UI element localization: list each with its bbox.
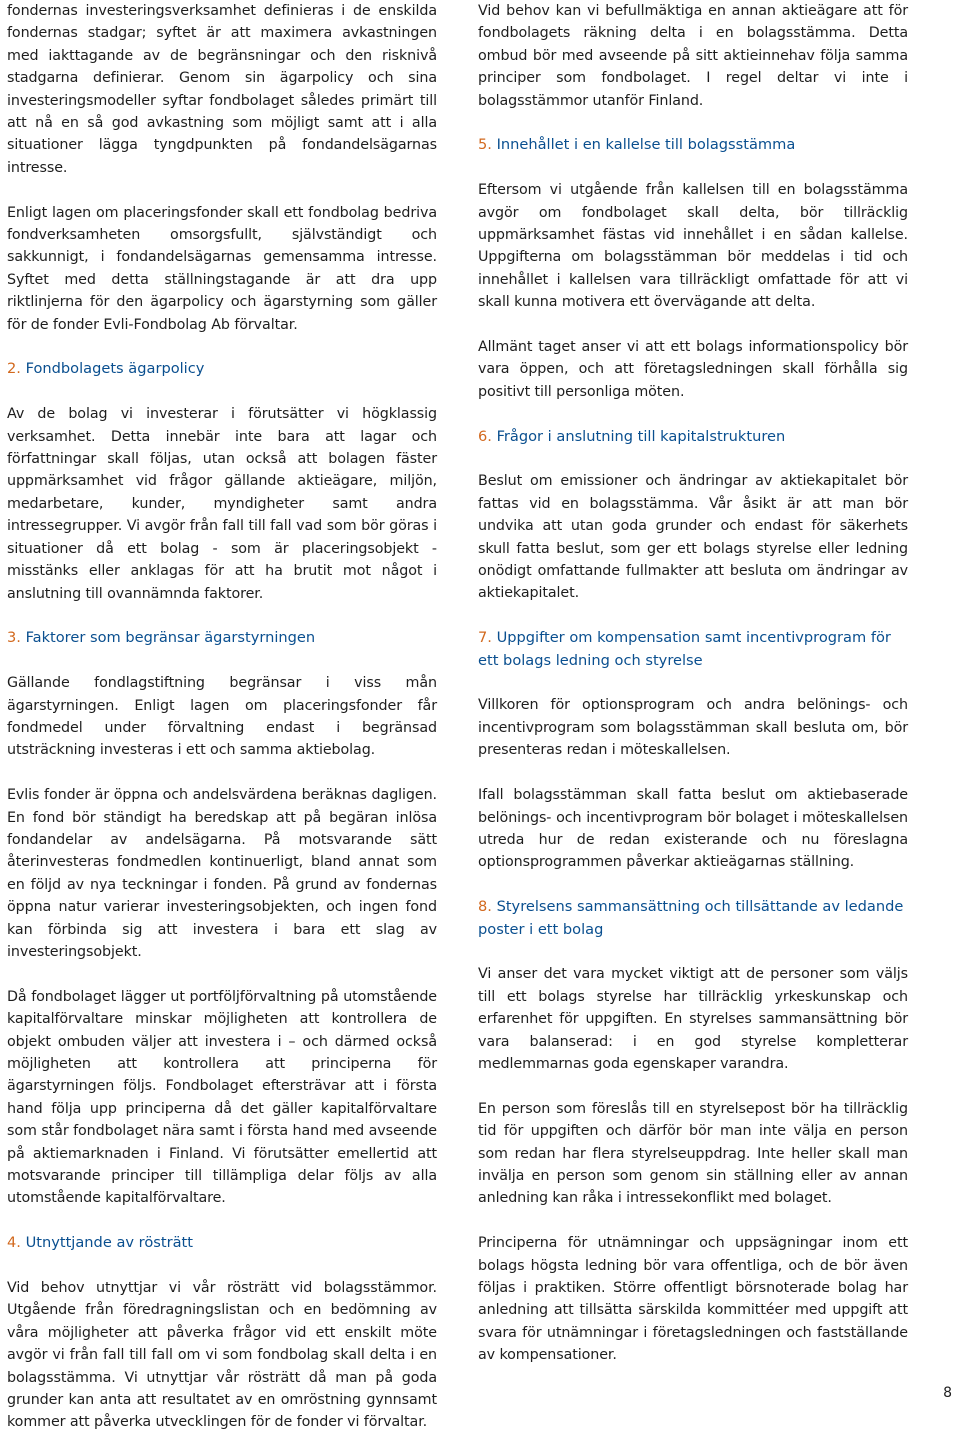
paragraph: Allmänt taget anser vi att ett bolags informationspolicy bör vara öppen, och att företagsledningen skall förhålla sig positivt till personliga möten. xyxy=(478,339,908,400)
section-title: Faktorer som begränsar ägarstyrningen xyxy=(20,629,316,647)
section-number: 5. xyxy=(478,136,492,154)
section-number: 8. xyxy=(478,898,492,916)
section-number: 7. xyxy=(478,629,492,647)
section-title: Fondbolagets ägarpolicy xyxy=(20,360,205,378)
paragraph: fondernas investeringsverksamhet definieras i de enskilda fondernas stadgar; syftet är att maximera avkastningen med iakttagande av de begränsningar och den risknivå stadgarna definierar. Genom sin ägarpolicy och sina investeringsmodeller syftar fondbolaget således primärt till att nå en så god avkastning som möjligt samt att i alla situationer lägga tyngdpunkten på fondandelsägarnas intresse. xyxy=(7,3,437,176)
paragraph: Eftersom vi utgående från kallelsen till en bolagsstämma avgör om fondbolaget skall delta, bör tillräcklig uppmärksamhet fästas vid innehållet i en sådan kallelse. Uppgifterna om bolagsstämman bör meddelas i tid och innehållet i kallelsen vara tillräckligt omfattade för att vi skall kunna motivera ett övervägande att delta. xyxy=(478,182,908,311)
section-number: 6. xyxy=(478,427,492,445)
paragraph: Beslut om emissioner och ändringar av aktiekapitalet bör fattas vid en bolagsstämma. Vår åsikt är att man bör undvika att utan goda grunder och endast för säkerhets skull fatta beslut, som ger ett bolags styrelse eller ledning onödigt omfattande fullmakter att besluta om ändringar av aktiekapitalet. xyxy=(478,473,908,602)
page-number: 8 xyxy=(943,1385,952,1401)
paragraph: Av de bolag vi investerar i förutsätter vi högklassig verksamhet. Detta innebär inte bara att lagar och författningar skall följas, utan också att bolagen fäster uppmärksamhet vid frågor gällande aktieägare, miljön, medarbetare, kunder, myndigheter samt andra intressegrupper. Vi avgör från fall till fall vad som bör göras i situationer då ett bolag - som är placeringsobjekt - misstänks eller anklagas för att ha brutit mot något i anslutning till ovannämnda faktorer. xyxy=(7,406,437,602)
paragraph: Principerna för utnämningar och uppsägningar inom ett bolags högsta ledning bör vara offentliga, och de bör även följas i praktiken. Större offentligt börsnoterade bolag har anledning att tillsätta särskilda kommittéer med uppgift att svara för utnämningar i företagsledningen och fastställande av kompensationer. xyxy=(478,1235,908,1364)
paragraph: Gällande fondlagstiftning begränsar i viss mån ägarstyrningen. Enligt lagen om placeringsfonder får fondmedel under förvaltning endast i begränsad utsträckning investeras i ett och samma aktiebolag. xyxy=(7,675,437,759)
section-heading xyxy=(478,426,908,448)
section-heading xyxy=(7,1232,437,1254)
section-title: Innehållet i en kallelse till bolagsstämma xyxy=(491,136,796,154)
section-heading xyxy=(478,896,908,941)
paragraph: Vid behov utnyttjar vi vår rösträtt vid bolagsstämmor. Utgående från föredragningslistan och en bedömning av våra möjligheter att påverka frågor vid ett enskilt möte avgör vi från fall till fall om vi som fondbolag skall delta i en bolagsstämma. Vi utnyttjar vår rösträtt då man på goda grunder kan anta att resultatet av en omröstning gynnsamt kommer att påverka utvecklingen för de fonder vi förvaltar. xyxy=(7,1280,437,1431)
paragraph: Evlis fonder är öppna och andelsvärdena beräknas dagligen. En fond bör ständigt ha beredskap att på begäran inlösa fondandelar av andelsägarna. På motsvarande sätt återinvesteras fondmedlen kontinuerligt, bland annat som en följd av nya teckningar i fonden. På grund av fondernas öppna natur varierar investeringsobjekten, och ingen fond kan förbinda sig att investera i bara ett slag av investeringsobjekt. xyxy=(7,787,437,960)
paragraph: Vi anser det vara mycket viktigt att de personer som väljs till ett bolags styrelse har tillräcklig yrkeskunskap och erfarenhet för uppgiften. En styrelses sammansättning bör vara balanserad: i en god styrelse kompletterar medlemmarnas goda egenskaper varandra. xyxy=(478,966,908,1072)
paragraph: Villkoren för optionsprogram och andra belönings- och incentivprogram som bolagsstämman skall besluta om, bör presenteras redan i möteskallelsen. xyxy=(478,697,908,759)
section-heading xyxy=(478,627,908,672)
right-column xyxy=(478,0,908,1389)
section-title: Styrelsens sammansättning och tillsättande av ledande poster i ett bolag xyxy=(478,898,904,938)
section-number: 2. xyxy=(7,360,21,378)
paragraph: En person som föreslås till en styrelsepost bör ha tillräcklig tid för uppgiften och därför bör man inte välja en person som redan har flera styrelseuppdrag. Inte heller skall man invälja en person som genom sin ställning eller av annan anledning kan råka i intressekonflikt med bolaget. xyxy=(478,1100,908,1207)
section-heading xyxy=(7,358,437,380)
paragraph: Då fondbolaget lägger ut portföljförvaltning på utomstående kapitalförvaltare minskar möjligheten att kontrollera de objekt ombuden väljer att investera i – och därmed också möjligheten att kontrollera att principerna för ägarstyrningen följs. Fondbolaget eftersträvar att i första hand följa upp principerna då det gäller kapitalförvaltare som står fondbolaget nära samt i första hand med avseende på aktiemarknaden i Finland. Vi förutsätter emellertid att motsvarande principer till tillämpliga delar följs av alla utomstående kapitalförvaltare. xyxy=(7,988,437,1207)
section-title: Uppgifter om kompensation samt incentivprogram för ett bolags ledning och styrelse xyxy=(478,629,891,669)
section-heading xyxy=(478,134,908,156)
section-number: 3. xyxy=(7,629,21,647)
section-heading xyxy=(7,627,437,649)
section-title: Utnyttjande av rösträtt xyxy=(20,1234,193,1252)
paragraph: Enligt lagen om placeringsfonder skall ett fondbolag bedriva fondverksamheten omsorgsfullt, självständigt och sakkunnigt, i fondandelsägarnas gemensamma intresse. Syftet med detta ställningstagande är att dra upp riktlinjerna för den ägarpolicy och ägarstyrning som gäller för de fonder Evli-Fondbolag Ab förvaltar. xyxy=(7,204,437,333)
left-column xyxy=(7,0,437,1456)
paragraph: Vid behov kan vi befullmäktiga en annan aktieägare att för fondbolagets räkning delta i en bolagsstämma. Detta ombud bör med avseende på sitt aktieinnehav följa samma principer som fondbolaget. I regel deltar vi inte i bolagsstämmor utanför Finland. xyxy=(478,3,908,109)
section-number: 4. xyxy=(7,1234,21,1252)
section-title: Frågor i anslutning till kapitalstrukturen xyxy=(491,427,786,445)
paragraph: Ifall bolagsstämman skall fatta beslut om aktiebaserade belönings- och incentivprogram bör bolaget i möteskallelsen utreda hur de redan existerande och nu föreslagna optionsprogrammen påverkar aktieägarnas ställning. xyxy=(478,787,908,871)
